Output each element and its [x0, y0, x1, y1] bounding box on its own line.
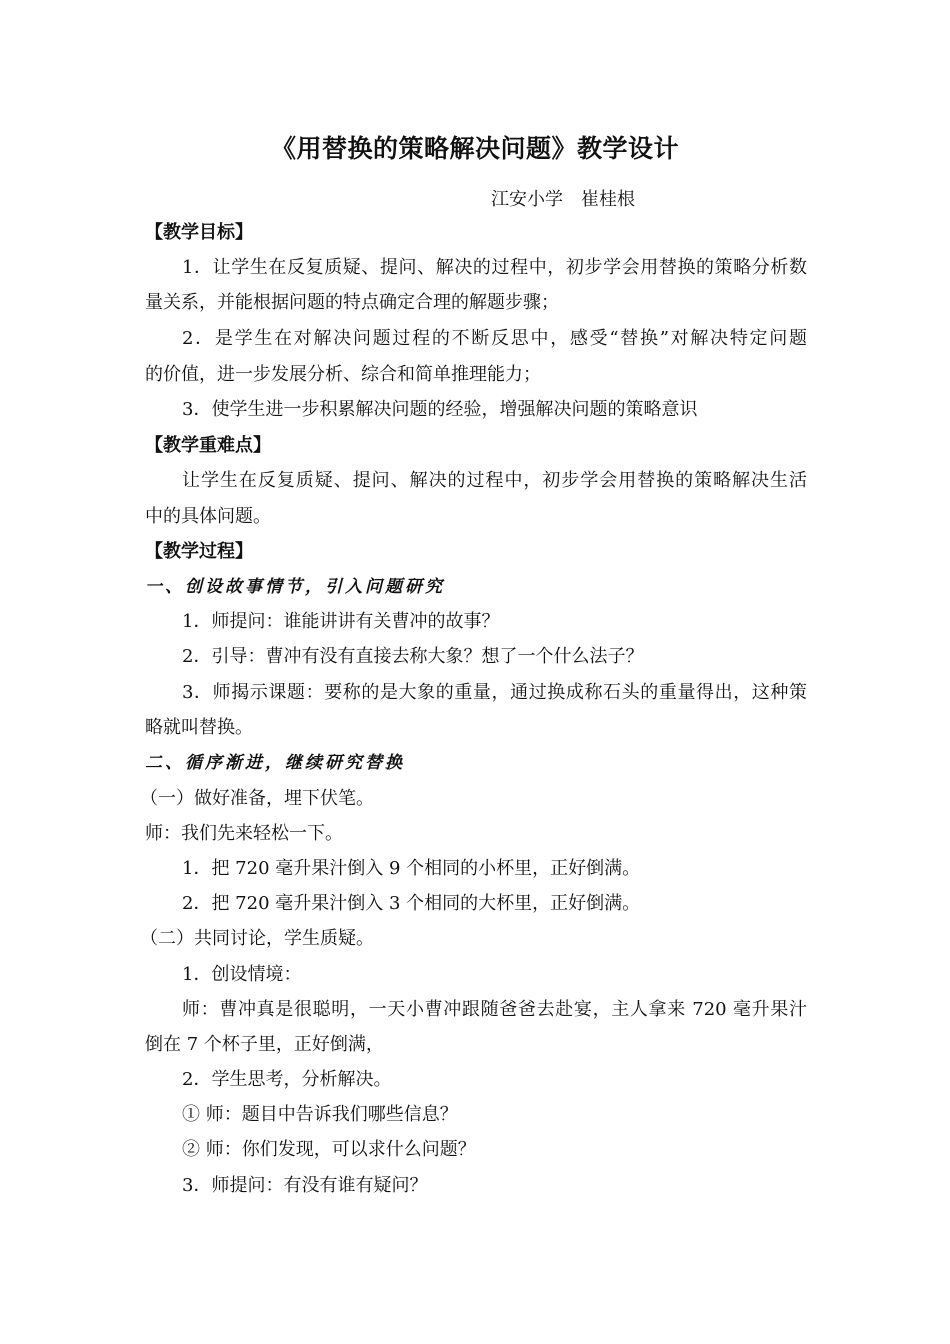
goals-heading: 【教学目标】 [145, 222, 253, 243]
keypoints-line-1: 让学生在反复质疑、提问、解决的过程中，初步学会用替换的策略解决生活 [182, 470, 807, 491]
goal-2-line-1: 2．是学生在对解决问题过程的不断反思中，感受“替换”对解决特定问题 [182, 328, 807, 349]
section-2-heading: 二、循序渐进，继续研究替换 [145, 753, 405, 773]
subsection-2-item-2: 2．学生思考，分析解决。 [182, 1069, 392, 1090]
author-line: 江安小学 崔桂根 [491, 189, 635, 210]
question-1: ① 师：题目中告诉我们哪些信息？ [182, 1104, 458, 1125]
subsection-2-item-1: 1．创设情境： [182, 964, 302, 985]
section-1-heading: 一、创设故事情节，引入问题研究 [145, 577, 445, 597]
section-1-item-3-line-2: 略就叫替换。 [145, 717, 253, 738]
document-title: 《用替换的策略解决问题》教学设计 [270, 134, 679, 163]
section-1-item-1: 1．师提问：谁能讲讲有关曹冲的故事？ [182, 611, 500, 632]
goal-1-line-2: 量关系，并能根据问题的特点确定合理的解题步骤； [145, 292, 559, 313]
story-line-2: 倒在 7 个杯子里，正好倒满， [145, 1034, 384, 1055]
keypoints-line-2: 中的具体问题。 [145, 506, 271, 527]
goal-3: 3．使学生进一步积累解决问题的经验，增强解决问题的策略意识 [182, 399, 698, 420]
subsection-1-heading: （一）做好准备，埋下伏笔。 [140, 788, 374, 809]
section-1-item-3-line-1: 3．师揭示课题：要称的是大象的重量，通过换成称石头的重量得出，这种策 [182, 682, 807, 703]
goal-1-line-1: 1．让学生在反复质疑、提问、解决的过程中，初步学会用替换的策略分析数 [182, 257, 807, 278]
subsection-2-item-3: 3．师提问：有没有谁有疑问？ [182, 1175, 428, 1196]
subsection-1-item-2: 2．把 720 毫升果汁倒入 3 个相同的大杯里，正好倒满。 [182, 893, 641, 914]
goal-2-line-2: 的价值，进一步发展分析、综合和简单推理能力； [145, 364, 541, 385]
keypoints-heading: 【教学重难点】 [145, 435, 271, 456]
story-line-1: 师：曹冲真是很聪明，一天小曹冲跟随爸爸去赴宴，主人拿来 720 毫升果汁 [182, 999, 807, 1020]
teacher-line-1: 师：我们先来轻松一下。 [145, 823, 343, 844]
subsection-2-heading: （二）共同讨论，学生质疑。 [140, 928, 374, 949]
subsection-1-item-1: 1．把 720 毫升果汁倒入 9 个相同的小杯里，正好倒满。 [182, 858, 641, 879]
process-heading: 【教学过程】 [145, 541, 253, 562]
section-1-item-2: 2．引导：曹冲有没有直接去称大象？想了一个什么法子？ [182, 646, 644, 667]
question-2: ② 师：你们发现，可以求什么问题？ [182, 1139, 476, 1160]
